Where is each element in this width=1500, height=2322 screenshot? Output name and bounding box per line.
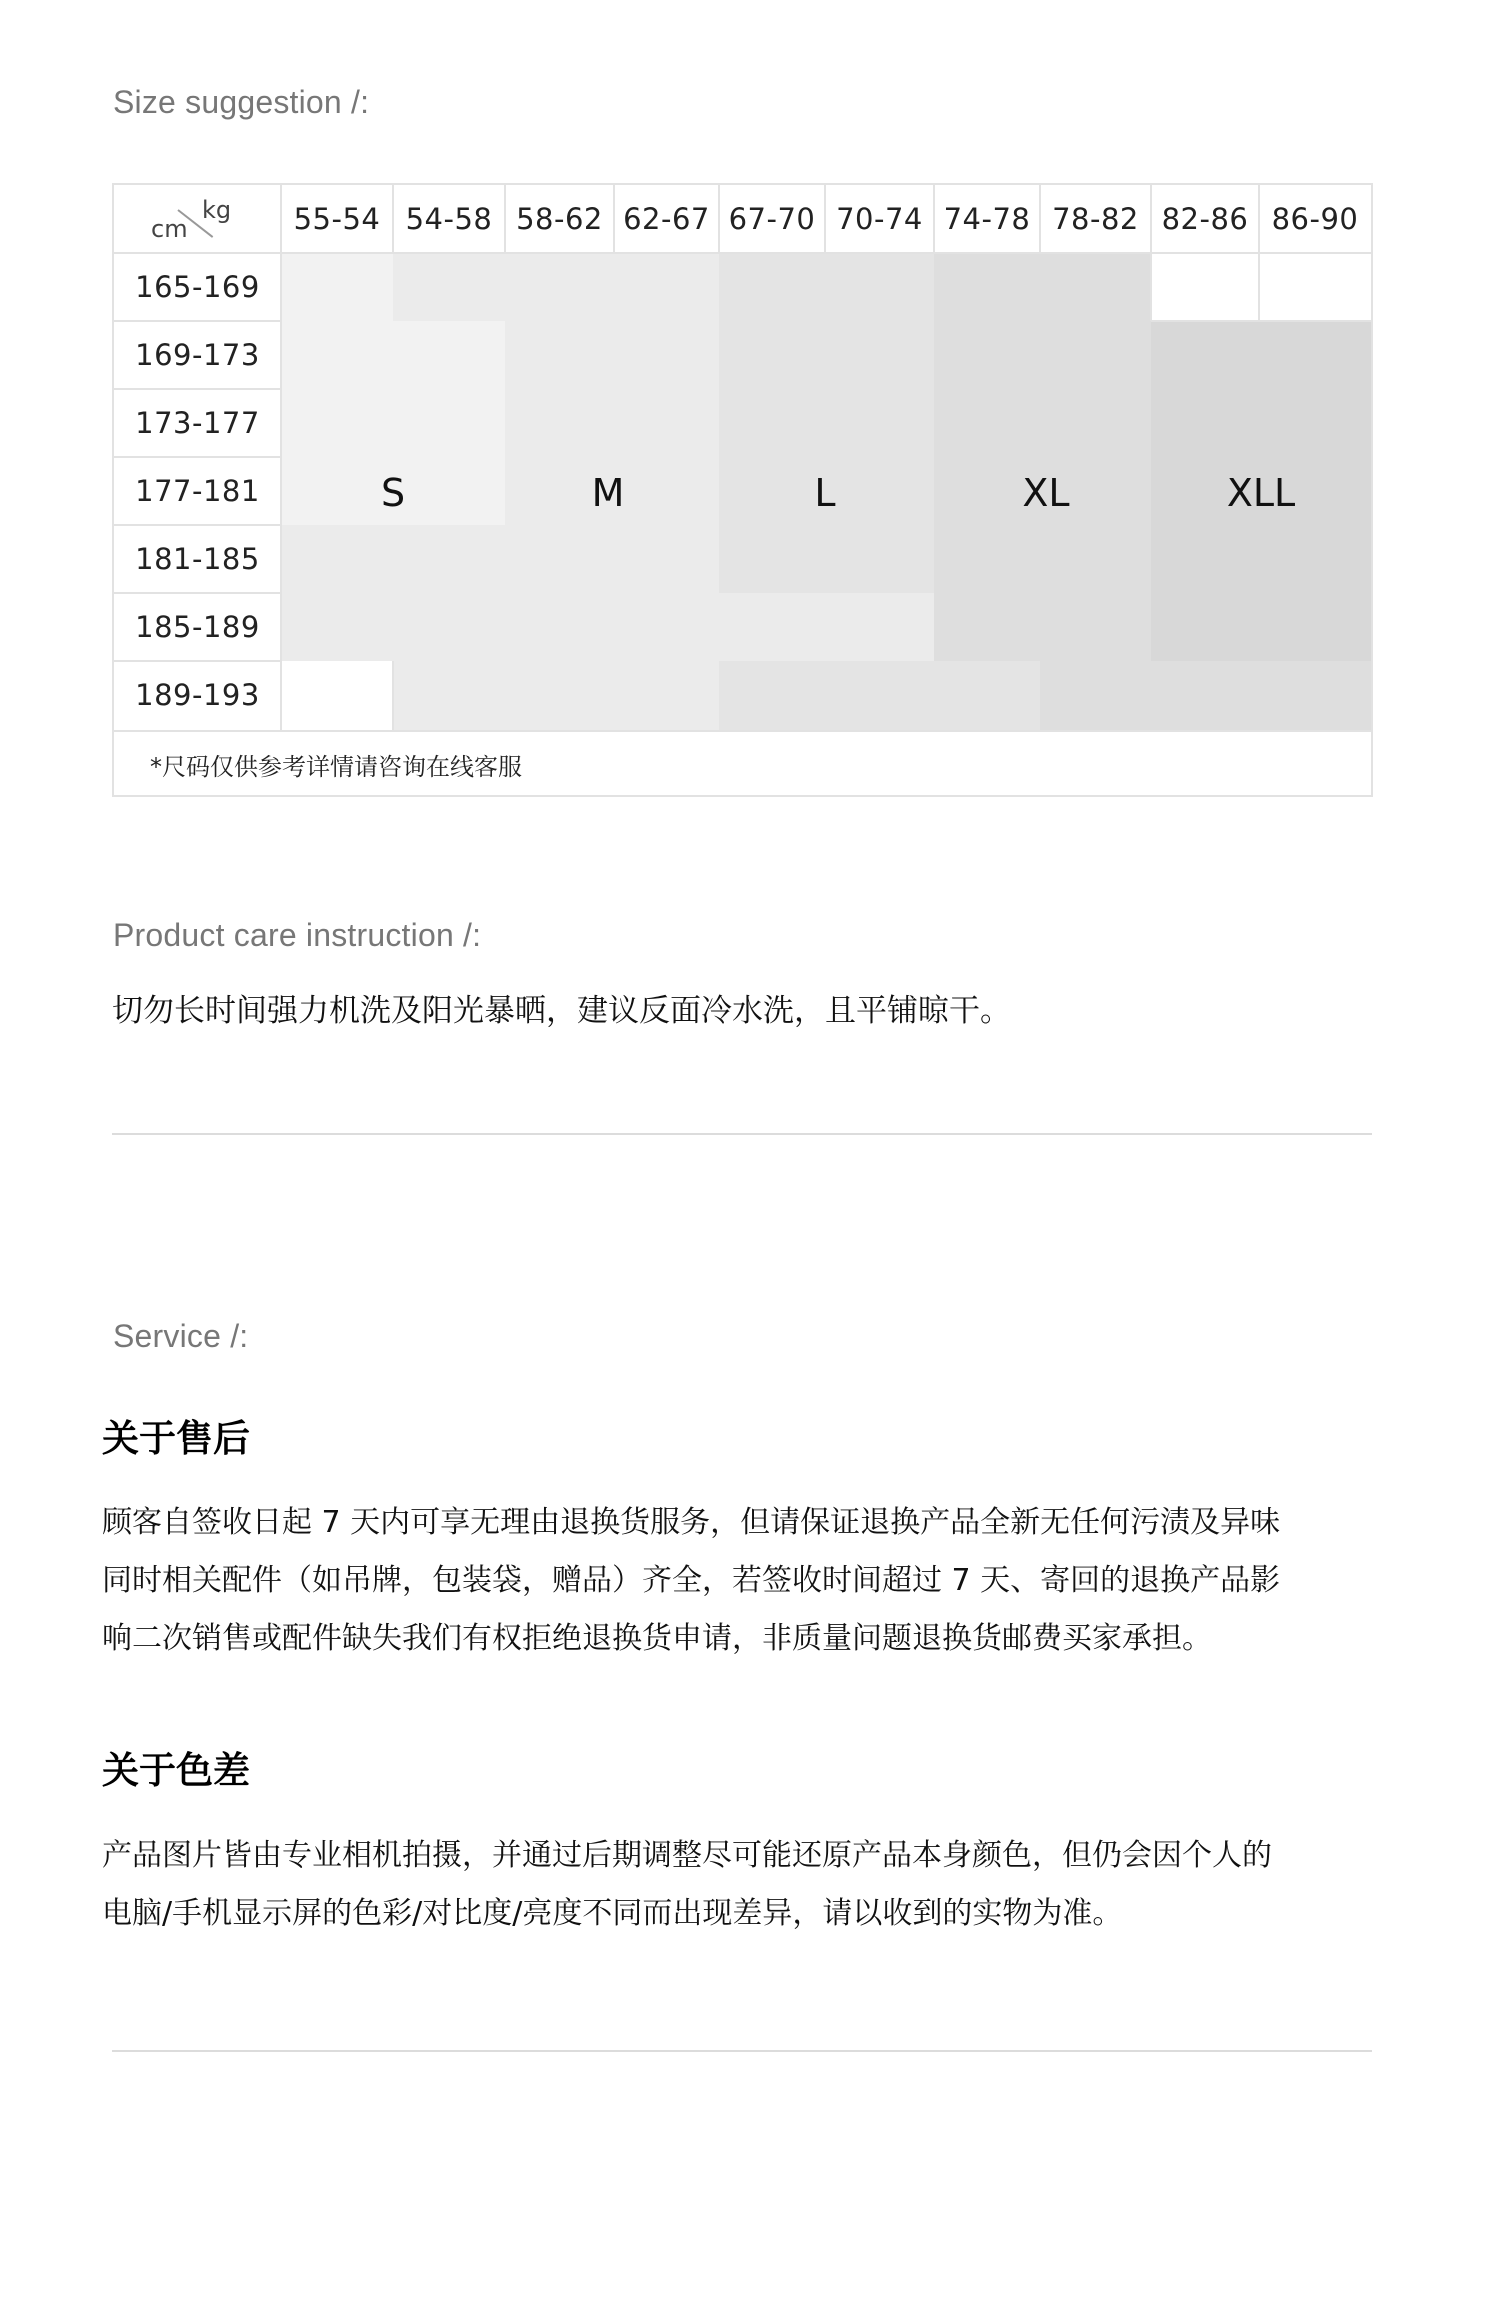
weight-column-header: 74-78 bbox=[943, 202, 1031, 236]
aftersale-title: 关于售后 bbox=[102, 1417, 250, 1460]
grid-line bbox=[1258, 253, 1260, 321]
size-zone-xl bbox=[934, 253, 1151, 661]
weight-column-header: 55-54 bbox=[293, 202, 381, 236]
paragraph-line: 顾客自签收日起 7 天内可享无理由退换货服务，但请保证退换产品全新无任何污渍及异味 bbox=[102, 1505, 1281, 1540]
color-difference-title: 关于色差 bbox=[102, 1749, 250, 1792]
weight-column-header: 54-58 bbox=[405, 202, 493, 236]
size-label-m: M bbox=[591, 471, 625, 515]
height-row-label: 165-169 bbox=[135, 270, 260, 304]
size-zone-l bbox=[719, 253, 934, 593]
height-row-label: 185-189 bbox=[135, 610, 260, 644]
size-zone-xl bbox=[1040, 661, 1371, 731]
size-suggestion-heading: Size suggestion /: bbox=[113, 84, 370, 120]
height-row-label: 177-181 bbox=[135, 474, 260, 508]
paragraph-line: 电脑/手机显示屏的色彩/对比度/亮度不同而出现差异，请以收到的实物为准。 bbox=[102, 1896, 1123, 1931]
service-heading: Service /: bbox=[113, 1318, 249, 1354]
color-difference-paragraph bbox=[102, 1827, 1392, 1943]
grid-line bbox=[1150, 253, 1152, 321]
care-instruction-text: 切勿长时间强力机洗及阳光暴晒，建议反面冷水洗，且平铺晾干。 bbox=[112, 993, 1011, 1029]
height-row-label: 189-193 bbox=[135, 678, 260, 712]
size-zone-l bbox=[719, 661, 1040, 731]
aftersale-paragraph bbox=[102, 1494, 1392, 1668]
size-table bbox=[112, 183, 1373, 797]
height-row-label: 173-177 bbox=[135, 406, 260, 440]
size-zone-m bbox=[281, 525, 719, 593]
size-zone-m bbox=[281, 593, 934, 661]
size-zone-m bbox=[393, 253, 719, 321]
cm-unit-label: cm bbox=[151, 215, 188, 243]
weight-column-header: 86-90 bbox=[1271, 202, 1359, 236]
size-zone-s bbox=[281, 253, 393, 321]
weight-column-header: 62-67 bbox=[623, 202, 710, 236]
divider bbox=[112, 2050, 1372, 2052]
size-label-s: S bbox=[380, 471, 406, 515]
grid-line bbox=[1151, 320, 1371, 322]
size-label-xll: XLL bbox=[1226, 471, 1296, 515]
height-row-label: 169-173 bbox=[135, 338, 260, 372]
care-heading: Product care instruction /: bbox=[113, 917, 482, 953]
height-row-label: 181-185 bbox=[135, 542, 260, 576]
size-note: *尺码仅供参考详情请咨询在线客服 bbox=[150, 753, 522, 781]
size-label-l: L bbox=[814, 471, 836, 515]
grid-line bbox=[114, 730, 1371, 732]
weight-column-header: 78-82 bbox=[1052, 202, 1139, 236]
weight-column-header: 82-86 bbox=[1161, 202, 1249, 236]
size-label-xl: XL bbox=[1022, 471, 1070, 515]
paragraph-line: 产品图片皆由专业相机拍摄，并通过后期调整尽可能还原产品本身颜色，但仍会因个人的 bbox=[102, 1838, 1272, 1873]
paragraph-line: 同时相关配件（如吊牌，包装袋，赠品）齐全，若签收时间超过 7 天、寄回的退换产品影 bbox=[102, 1563, 1281, 1598]
size-zone-m bbox=[393, 661, 719, 731]
weight-column-header: 67-70 bbox=[728, 202, 816, 236]
kg-unit-label: kg bbox=[202, 196, 232, 224]
paragraph-line: 响二次销售或配件缺失我们有权拒绝退换货申请，非质量问题退换货邮费买家承担。 bbox=[102, 1621, 1212, 1656]
weight-column-header: 58-62 bbox=[516, 202, 603, 236]
grid-line bbox=[392, 661, 394, 731]
divider bbox=[112, 1133, 1372, 1135]
weight-column-header: 70-74 bbox=[836, 202, 923, 236]
